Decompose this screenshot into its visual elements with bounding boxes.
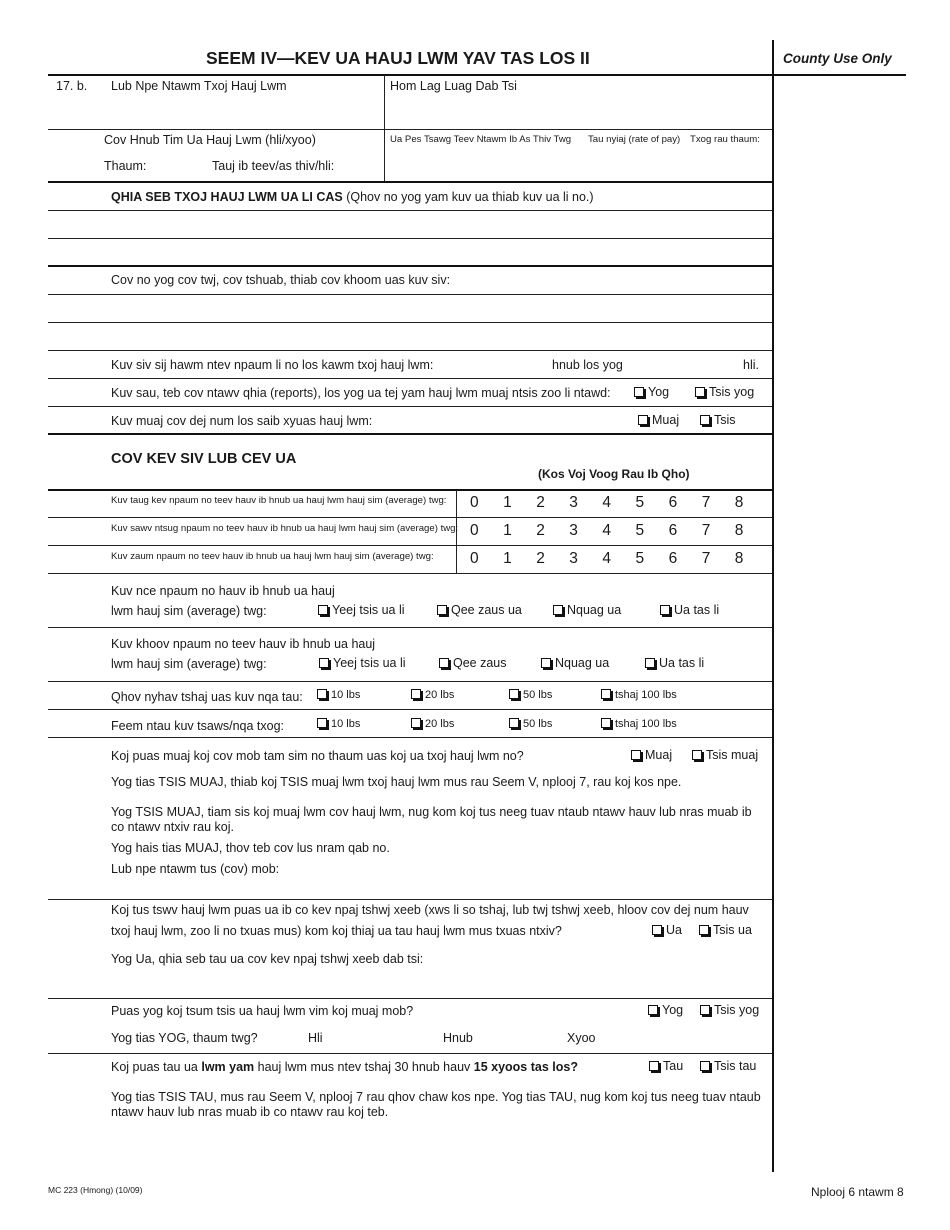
- stand-hours-option-7[interactable]: 7: [701, 522, 711, 539]
- lift-option-50[interactable]: 50 lbs: [509, 689, 552, 701]
- stop-work-year-label[interactable]: Xyoo: [567, 1031, 596, 1045]
- rule: [48, 627, 772, 628]
- lift-option-10[interactable]: 10 lbs: [317, 689, 360, 701]
- walk-hours-option-8[interactable]: 8: [734, 494, 744, 511]
- climb-label-line1: Kuv nce npaum no hauv ib hnub ua hauj: [111, 584, 335, 598]
- walk-hours-option-3[interactable]: 3: [569, 494, 578, 511]
- reports-no-checkbox[interactable]: Tsis yog: [695, 385, 754, 399]
- accommodation-no-checkbox[interactable]: Tsis ua: [699, 923, 752, 937]
- stop-work-no-checkbox[interactable]: Tsis yog: [700, 1003, 759, 1017]
- months-label: hli.: [743, 358, 759, 372]
- sit-hours-option-1[interactable]: 1: [503, 550, 512, 567]
- checkbox-icon: [699, 925, 709, 935]
- rule: [48, 129, 772, 130]
- item-number: 17. b.: [56, 79, 88, 93]
- sit-label: Kuv zaum npaum no teev hauv ib hnub ua hauj lwm hauj sim (average) twg:: [111, 551, 434, 562]
- illness-yes-checkbox[interactable]: Muaj: [631, 748, 672, 762]
- rule: [48, 681, 772, 682]
- illness-if-no: Yog tias TSIS MUAJ, thiab koj TSIS muaj lwm txoj hauj lwm mus rau Seem V, nplooj 7, rau koj kos npe.: [111, 775, 682, 789]
- other-work-yes-checkbox[interactable]: Tau: [649, 1059, 683, 1073]
- bend-option-always[interactable]: Ua tas li: [645, 656, 704, 670]
- rule: [48, 899, 772, 900]
- checkbox-icon: [700, 1061, 710, 1071]
- carry-option-100[interactable]: tshaj 100 lbs: [601, 718, 677, 730]
- rule: [48, 238, 772, 239]
- accommodation-followup[interactable]: Yog Ua, qhia seb tau ua cov kev npaj tshwj xeeb dab tsi:: [111, 952, 424, 966]
- rule: [48, 737, 772, 738]
- accommodation-question-line2: txoj hauj lwm, zoo li no txuas mus) kom koj thiaj ua tau hauj lwm mus txuas ntxiv?: [111, 924, 562, 938]
- checkbox-icon: [317, 718, 327, 728]
- checkbox-icon: [692, 750, 702, 760]
- county-use-label: County Use Only: [783, 51, 892, 66]
- illness-question: Koj puas muaj koj cov mob tam sim no thaum uas koj ua txoj hauj lwm no?: [111, 749, 524, 763]
- checkbox-icon: [634, 387, 644, 397]
- sit-hours-option-2[interactable]: 2: [536, 550, 545, 567]
- learn-time-label: Kuv siv sij hawm ntev npaum li no los kawm txoj hauj lwm:: [111, 358, 434, 372]
- county-column-divider: [772, 40, 774, 1172]
- checkbox-icon: [648, 1005, 658, 1015]
- checkbox-icon: [631, 750, 641, 760]
- checkbox-icon: [601, 718, 611, 728]
- physical-heading: COV KEV SIV LUB CEV UA: [111, 451, 297, 467]
- page-title: SEEM IV—KEV UA HAUJ LWM YAV TAS LOS II: [206, 48, 590, 68]
- rule: [48, 322, 772, 323]
- carry-option-50[interactable]: 50 lbs: [509, 718, 552, 730]
- bend-option-often[interactable]: Nquag ua: [541, 656, 609, 670]
- stand-hours-option-8[interactable]: 8: [734, 522, 744, 539]
- stand-hours-option-0[interactable]: 0: [470, 522, 479, 539]
- walk-hours-option-0[interactable]: 0: [470, 494, 479, 511]
- checkbox-icon: [553, 605, 563, 615]
- stop-work-yes-checkbox[interactable]: Yog: [648, 1003, 683, 1017]
- stop-work-month-label[interactable]: Hli: [308, 1031, 323, 1045]
- hours-per-week-label[interactable]: Ua Pes Tsawg Teev Ntawm Ib As Thiv Twg: [390, 134, 572, 145]
- bend-option-sometimes[interactable]: Qee zaus: [439, 656, 507, 670]
- rule: [48, 573, 772, 574]
- sit-hours-option-3[interactable]: 3: [569, 550, 578, 567]
- tools-label: Cov no yog cov twj, cov tshuab, thiab cov khoom uas kuv siv:: [111, 273, 451, 287]
- page-number: Nplooj 6 ntawm 8: [811, 1185, 904, 1199]
- illness-if-yes: Yog hais tias MUAJ, thov teb cov lus nram qab no.: [111, 841, 390, 855]
- reports-yes-checkbox[interactable]: Yog: [634, 385, 669, 399]
- pay-rate-label[interactable]: Tau nyiaj (rate of pay): [588, 134, 681, 145]
- walk-hours-option-1[interactable]: 1: [503, 494, 512, 511]
- other-work-question: Koj puas tau ua lwm yam hauj lwm mus ntev tshaj 30 hnub hauv 15 xyoos tas los?: [111, 1060, 578, 1074]
- condition-name-label[interactable]: Lub npe ntawm tus (cov) mob:: [111, 862, 280, 876]
- sit-hours-option-0[interactable]: 0: [470, 550, 479, 567]
- walk-hours-option-4[interactable]: 4: [602, 494, 612, 511]
- form-id: MC 223 (Hmong) (10/09): [48, 1185, 143, 1195]
- sit-hours-option-4[interactable]: 4: [602, 550, 612, 567]
- checkbox-icon: [509, 718, 519, 728]
- checkbox-icon: [319, 658, 329, 668]
- illness-no-checkbox[interactable]: Tsis muaj: [692, 748, 758, 762]
- end-date-label[interactable]: Tauj ib teev/as thiv/hli:: [212, 159, 335, 173]
- sit-hours-option-7[interactable]: 7: [701, 550, 711, 567]
- supervise-no-checkbox[interactable]: Tsis: [700, 413, 736, 427]
- bend-label-line2: lwm hauj sim (average) twg:: [111, 657, 267, 671]
- climb-option-often[interactable]: Nquag ua: [553, 603, 621, 617]
- rule: [48, 350, 772, 351]
- rule: [48, 1053, 772, 1054]
- rule: [48, 181, 772, 183]
- days-label: hnub los yog: [552, 358, 623, 372]
- checkbox-icon: [649, 1061, 659, 1071]
- carry-option-20[interactable]: 20 lbs: [411, 718, 454, 730]
- header-rule: [48, 74, 906, 76]
- climb-option-always[interactable]: Ua tas li: [660, 603, 719, 617]
- lift-option-100[interactable]: tshaj 100 lbs: [601, 689, 677, 701]
- checkbox-icon: [317, 689, 327, 699]
- walk-hours-option-6[interactable]: 6: [668, 494, 678, 511]
- stand-label: Kuv sawv ntsug npaum no teev hauv ib hnub ua hauj lwm hauj sim (average) twg:: [111, 523, 459, 534]
- sit-hours-option-6[interactable]: 6: [668, 550, 678, 567]
- walk-hours-option-7[interactable]: 7: [701, 494, 711, 511]
- rule: [48, 545, 772, 546]
- stand-hours-option-6[interactable]: 6: [668, 522, 678, 539]
- walk-hours-option-2[interactable]: 2: [536, 494, 545, 511]
- reports-label: Kuv sau, teb cov ntawv qhia (reports), los yog ua tej yam hauj lwm muaj ntsis zoo li ntawd:: [111, 386, 611, 400]
- rule: [48, 433, 772, 435]
- carry-label: Feem ntau kuv tsaws/nqa txog:: [111, 719, 285, 733]
- illness-if-no-other-jobs: Yog TSIS MUAJ, tiam sis koj muaj lwm cov hauj lwm, nug kom koj tus neeg tuav ntaub ntawv hauv lub nras muab ib co ntawv ntxiv rau koj.: [111, 805, 752, 834]
- checkbox-icon: [437, 605, 447, 615]
- checkbox-icon: [318, 605, 328, 615]
- rule: [48, 709, 772, 710]
- checkbox-icon: [601, 689, 611, 699]
- walk-hours-option-5[interactable]: 5: [635, 494, 645, 511]
- rule: [48, 998, 772, 999]
- employer-name-label[interactable]: Lub Npe Ntawm Txoj Hauj Lwm: [111, 79, 287, 93]
- checkbox-icon: [541, 658, 551, 668]
- checkbox-icon: [695, 387, 705, 397]
- business-type-label[interactable]: Hom Lag Luag Dab Tsi: [390, 79, 517, 93]
- scale-caption: (Kos Voj Voog Rau Ib Qho): [538, 467, 690, 481]
- other-work-no-checkbox[interactable]: Tsis tau: [700, 1059, 756, 1073]
- sit-hours-option-8[interactable]: 8: [734, 550, 744, 567]
- stand-hours-option-3[interactable]: 3: [569, 522, 578, 539]
- stand-hours-option-2[interactable]: 2: [536, 522, 545, 539]
- duties-label: QHIA SEB TXOJ HAUJ LWM UA LI CAS (Qhov no yog yam kuv ua thiab kuv ua li no.): [111, 190, 594, 204]
- climb-label-line2: lwm hauj sim (average) twg:: [111, 604, 267, 618]
- checkbox-icon: [652, 925, 662, 935]
- checkbox-icon: [638, 415, 648, 425]
- stand-hours-option-5[interactable]: 5: [635, 522, 645, 539]
- work-dates-label[interactable]: Cov Hnub Tim Ua Hauj Lwm (hli/xyoo): [104, 133, 316, 147]
- rule: [48, 517, 772, 518]
- rule: [48, 406, 772, 407]
- supervise-label: Kuv muaj cov dej num los saib xyuas hauj lwm:: [111, 414, 373, 428]
- lift-label: Qhov nyhav tshaj uas kuv nqa tau:: [111, 690, 303, 704]
- sit-hours-option-5[interactable]: 5: [635, 550, 645, 567]
- stop-work-day-label[interactable]: Hnub: [443, 1031, 473, 1045]
- other-work-note: Yog tias TSIS TAU, mus rau Seem V, nplooj 7 rau qhov chaw kos npe. Yog tias TAU, nug kom koj tus neeg tuav ntaub ntawv hauv lub nras muab ib co ntawv rau koj teb.: [111, 1090, 761, 1119]
- checkbox-icon: [660, 605, 670, 615]
- walk-label: Kuv taug kev npaum no teev hauv ib hnub ua hauj lwm hauj sim (average) twg:: [111, 495, 447, 506]
- checkbox-icon: [700, 1005, 710, 1015]
- checkbox-icon: [411, 718, 421, 728]
- checkbox-icon: [645, 658, 655, 668]
- stand-hours-option-1[interactable]: 1: [503, 522, 512, 539]
- supervise-yes-checkbox[interactable]: Muaj: [638, 413, 679, 427]
- climb-option-never[interactable]: Yeej tsis ua li: [318, 603, 405, 617]
- start-date-label[interactable]: Thaum:: [104, 159, 147, 173]
- rule: [48, 489, 772, 491]
- rule: [48, 265, 772, 267]
- checkbox-icon: [700, 415, 710, 425]
- bend-label-line1: Kuv khoov npaum no teev hauv ib hnub ua hauj: [111, 637, 376, 651]
- checkbox-icon: [411, 689, 421, 699]
- bend-option-never[interactable]: Yeej tsis ua li: [319, 656, 406, 670]
- checkbox-icon: [509, 689, 519, 699]
- accommodation-yes-checkbox[interactable]: Ua: [652, 923, 682, 937]
- lift-option-20[interactable]: 20 lbs: [411, 689, 454, 701]
- employer-divider: [384, 75, 385, 182]
- stop-work-question: Puas yog koj tsum tsis ua hauj lwm vim koj muaj mob?: [111, 1004, 414, 1018]
- checkbox-icon: [439, 658, 449, 668]
- accommodation-question-line1: Koj tus tswv hauj lwm puas ua ib co kev npaj tshwj xeeb (xws li so tshaj, lub twj tshwj xeeb, hloov cov dej num hauv: [111, 903, 749, 917]
- carry-option-10[interactable]: 10 lbs: [317, 718, 360, 730]
- climb-option-sometimes[interactable]: Qee zaus ua: [437, 603, 522, 617]
- stop-work-when-label: Yog tias YOG, thaum twg?: [111, 1031, 258, 1045]
- total-pay-label[interactable]: Txog rau thaum:: [690, 134, 760, 145]
- rule: [48, 210, 772, 211]
- stand-hours-option-4[interactable]: 4: [602, 522, 612, 539]
- rule: [48, 294, 772, 295]
- rule: [48, 378, 772, 379]
